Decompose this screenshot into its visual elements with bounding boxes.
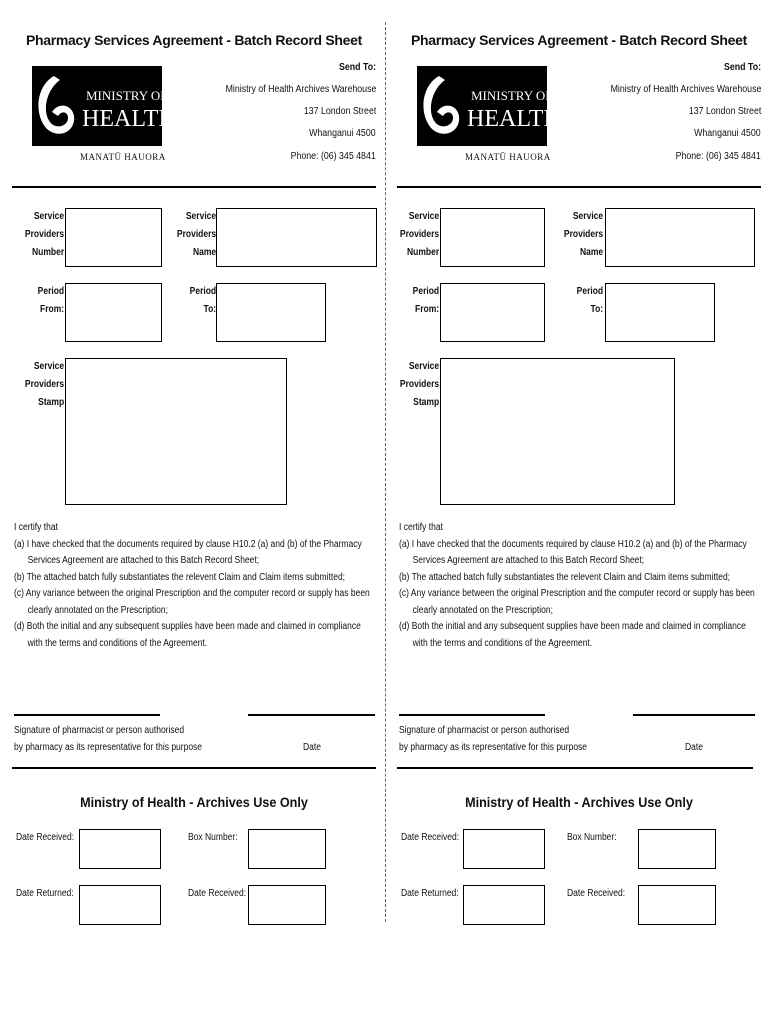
date-returned-label: Date Returned: bbox=[16, 888, 74, 899]
certification-text: I certify that (a) I have checked that the documents required by clause H10.2 (a) and (b) of the Pharmacy Services Agreement are attached to this Batch Record Sheet; (b) The attached batch fully substantiates the relevent Claim and Claim items submitted; (c) Any variance between the original Prescription and the computer record or supply has been clearly annotated on the Prescription; (d) Both the initial and any subsequent supplies have been made and claimed in compliance with the terms and conditions of the Agreement. bbox=[14, 522, 370, 649]
logo-line1: MINISTRY OF bbox=[86, 88, 168, 103]
provider-number-input[interactable] bbox=[440, 208, 545, 267]
stamp-label: Service Providers Stamp bbox=[399, 361, 439, 408]
header-rule bbox=[12, 186, 376, 188]
signature-line[interactable] bbox=[14, 714, 160, 716]
signature-caption: Signature of pharmacist or person authorised by pharmacy as its representative for this purpose bbox=[14, 725, 203, 753]
date-returned-input[interactable] bbox=[463, 885, 545, 925]
date-caption: Date bbox=[303, 742, 321, 753]
date-received-2-label: Date Received: bbox=[188, 888, 247, 899]
ministry-logo bbox=[417, 66, 561, 146]
address-line2: 137 London Street bbox=[688, 106, 761, 117]
provider-name-label: Service Providers Name bbox=[176, 211, 216, 258]
date-received-input[interactable] bbox=[79, 829, 161, 869]
box-number-label: Box Number: bbox=[567, 832, 617, 843]
date-returned-input[interactable] bbox=[79, 885, 161, 925]
date-line[interactable] bbox=[248, 714, 375, 716]
batch-record-sheet-right bbox=[393, 0, 763, 1000]
period-from-label: Period From: bbox=[412, 286, 439, 315]
address-line2: 137 London Street bbox=[303, 106, 376, 117]
provider-number-input[interactable] bbox=[65, 208, 162, 267]
stamp-label: Service Providers Stamp bbox=[24, 361, 64, 408]
box-number-input[interactable] bbox=[248, 829, 326, 869]
archives-rule bbox=[397, 767, 753, 769]
provider-number-label: Service Providers Number bbox=[24, 211, 64, 258]
box-number-label: Box Number: bbox=[188, 832, 238, 843]
address-line3: Whanganui 4500 bbox=[694, 128, 761, 139]
date-line[interactable] bbox=[633, 714, 755, 716]
logo-line1: MINISTRY OF bbox=[471, 88, 553, 103]
archives-title: Ministry of Health - Archives Use Only bbox=[465, 794, 693, 810]
certification-text: I certify that (a) I have checked that the documents required by clause H10.2 (a) and (b) of the Pharmacy Services Agreement are attached to this Batch Record Sheet; (b) The attached batch fully substantiates the relevent Claim and Claim items submitted; (c) Any variance between the original Prescription and the computer record or supply has been clearly annotated on the Prescription; (d) Both the initial and any subsequent supplies have been made and claimed in compliance with the terms and conditions of the Agreement. bbox=[399, 522, 755, 649]
date-returned-label: Date Returned: bbox=[401, 888, 459, 899]
stamp-area[interactable] bbox=[440, 358, 675, 505]
signature-line[interactable] bbox=[399, 714, 545, 716]
date-received-2-input[interactable] bbox=[248, 885, 326, 925]
period-from-input[interactable] bbox=[65, 283, 162, 342]
stamp-area[interactable] bbox=[65, 358, 287, 505]
logo-line2: HEALTH bbox=[467, 106, 561, 132]
period-to-label: Period To: bbox=[576, 286, 603, 315]
sheet-title: Pharmacy Services Agreement - Batch Record Sheet bbox=[410, 32, 747, 48]
logo-motto: MANATŪ HAUORA bbox=[465, 152, 551, 162]
period-from-label: Period From: bbox=[37, 286, 64, 315]
date-received-2-input[interactable] bbox=[638, 885, 716, 925]
box-number-input[interactable] bbox=[638, 829, 716, 869]
archives-rule bbox=[12, 767, 376, 769]
period-to-label: Period To: bbox=[189, 286, 216, 315]
logo-line2: HEALTH bbox=[82, 106, 176, 132]
date-received-label: Date Received: bbox=[401, 832, 460, 843]
tear-line bbox=[385, 22, 386, 922]
signature-caption: Signature of pharmacist or person authorised by pharmacy as its representative for this purpose bbox=[399, 725, 588, 753]
provider-name-input[interactable] bbox=[216, 208, 377, 267]
send-to-heading: Send To: bbox=[724, 62, 761, 73]
period-to-input[interactable] bbox=[216, 283, 326, 342]
period-to-input[interactable] bbox=[605, 283, 715, 342]
period-from-input[interactable] bbox=[440, 283, 545, 342]
provider-name-label: Service Providers Name bbox=[563, 211, 603, 258]
sheet-title: Pharmacy Services Agreement - Batch Record Sheet bbox=[25, 32, 362, 48]
header-rule bbox=[397, 186, 761, 188]
provider-name-input[interactable] bbox=[605, 208, 755, 267]
address-phone: Phone: (06) 345 4841 bbox=[675, 151, 761, 162]
send-to-heading: Send To: bbox=[339, 62, 376, 73]
date-received-input[interactable] bbox=[463, 829, 545, 869]
address-line1: Ministry of Health Archives Warehouse bbox=[610, 84, 761, 95]
date-caption: Date bbox=[685, 742, 703, 753]
batch-record-sheet-left bbox=[8, 0, 378, 1000]
archives-title: Ministry of Health - Archives Use Only bbox=[80, 794, 308, 810]
logo-motto: MANATŪ HAUORA bbox=[80, 152, 166, 162]
provider-number-label: Service Providers Number bbox=[399, 211, 439, 258]
address-line1: Ministry of Health Archives Warehouse bbox=[225, 84, 376, 95]
address-phone: Phone: (06) 345 4841 bbox=[290, 151, 376, 162]
ministry-logo bbox=[32, 66, 176, 146]
address-line3: Whanganui 4500 bbox=[309, 128, 376, 139]
date-received-label: Date Received: bbox=[16, 832, 75, 843]
date-received-2-label: Date Received: bbox=[567, 888, 626, 899]
